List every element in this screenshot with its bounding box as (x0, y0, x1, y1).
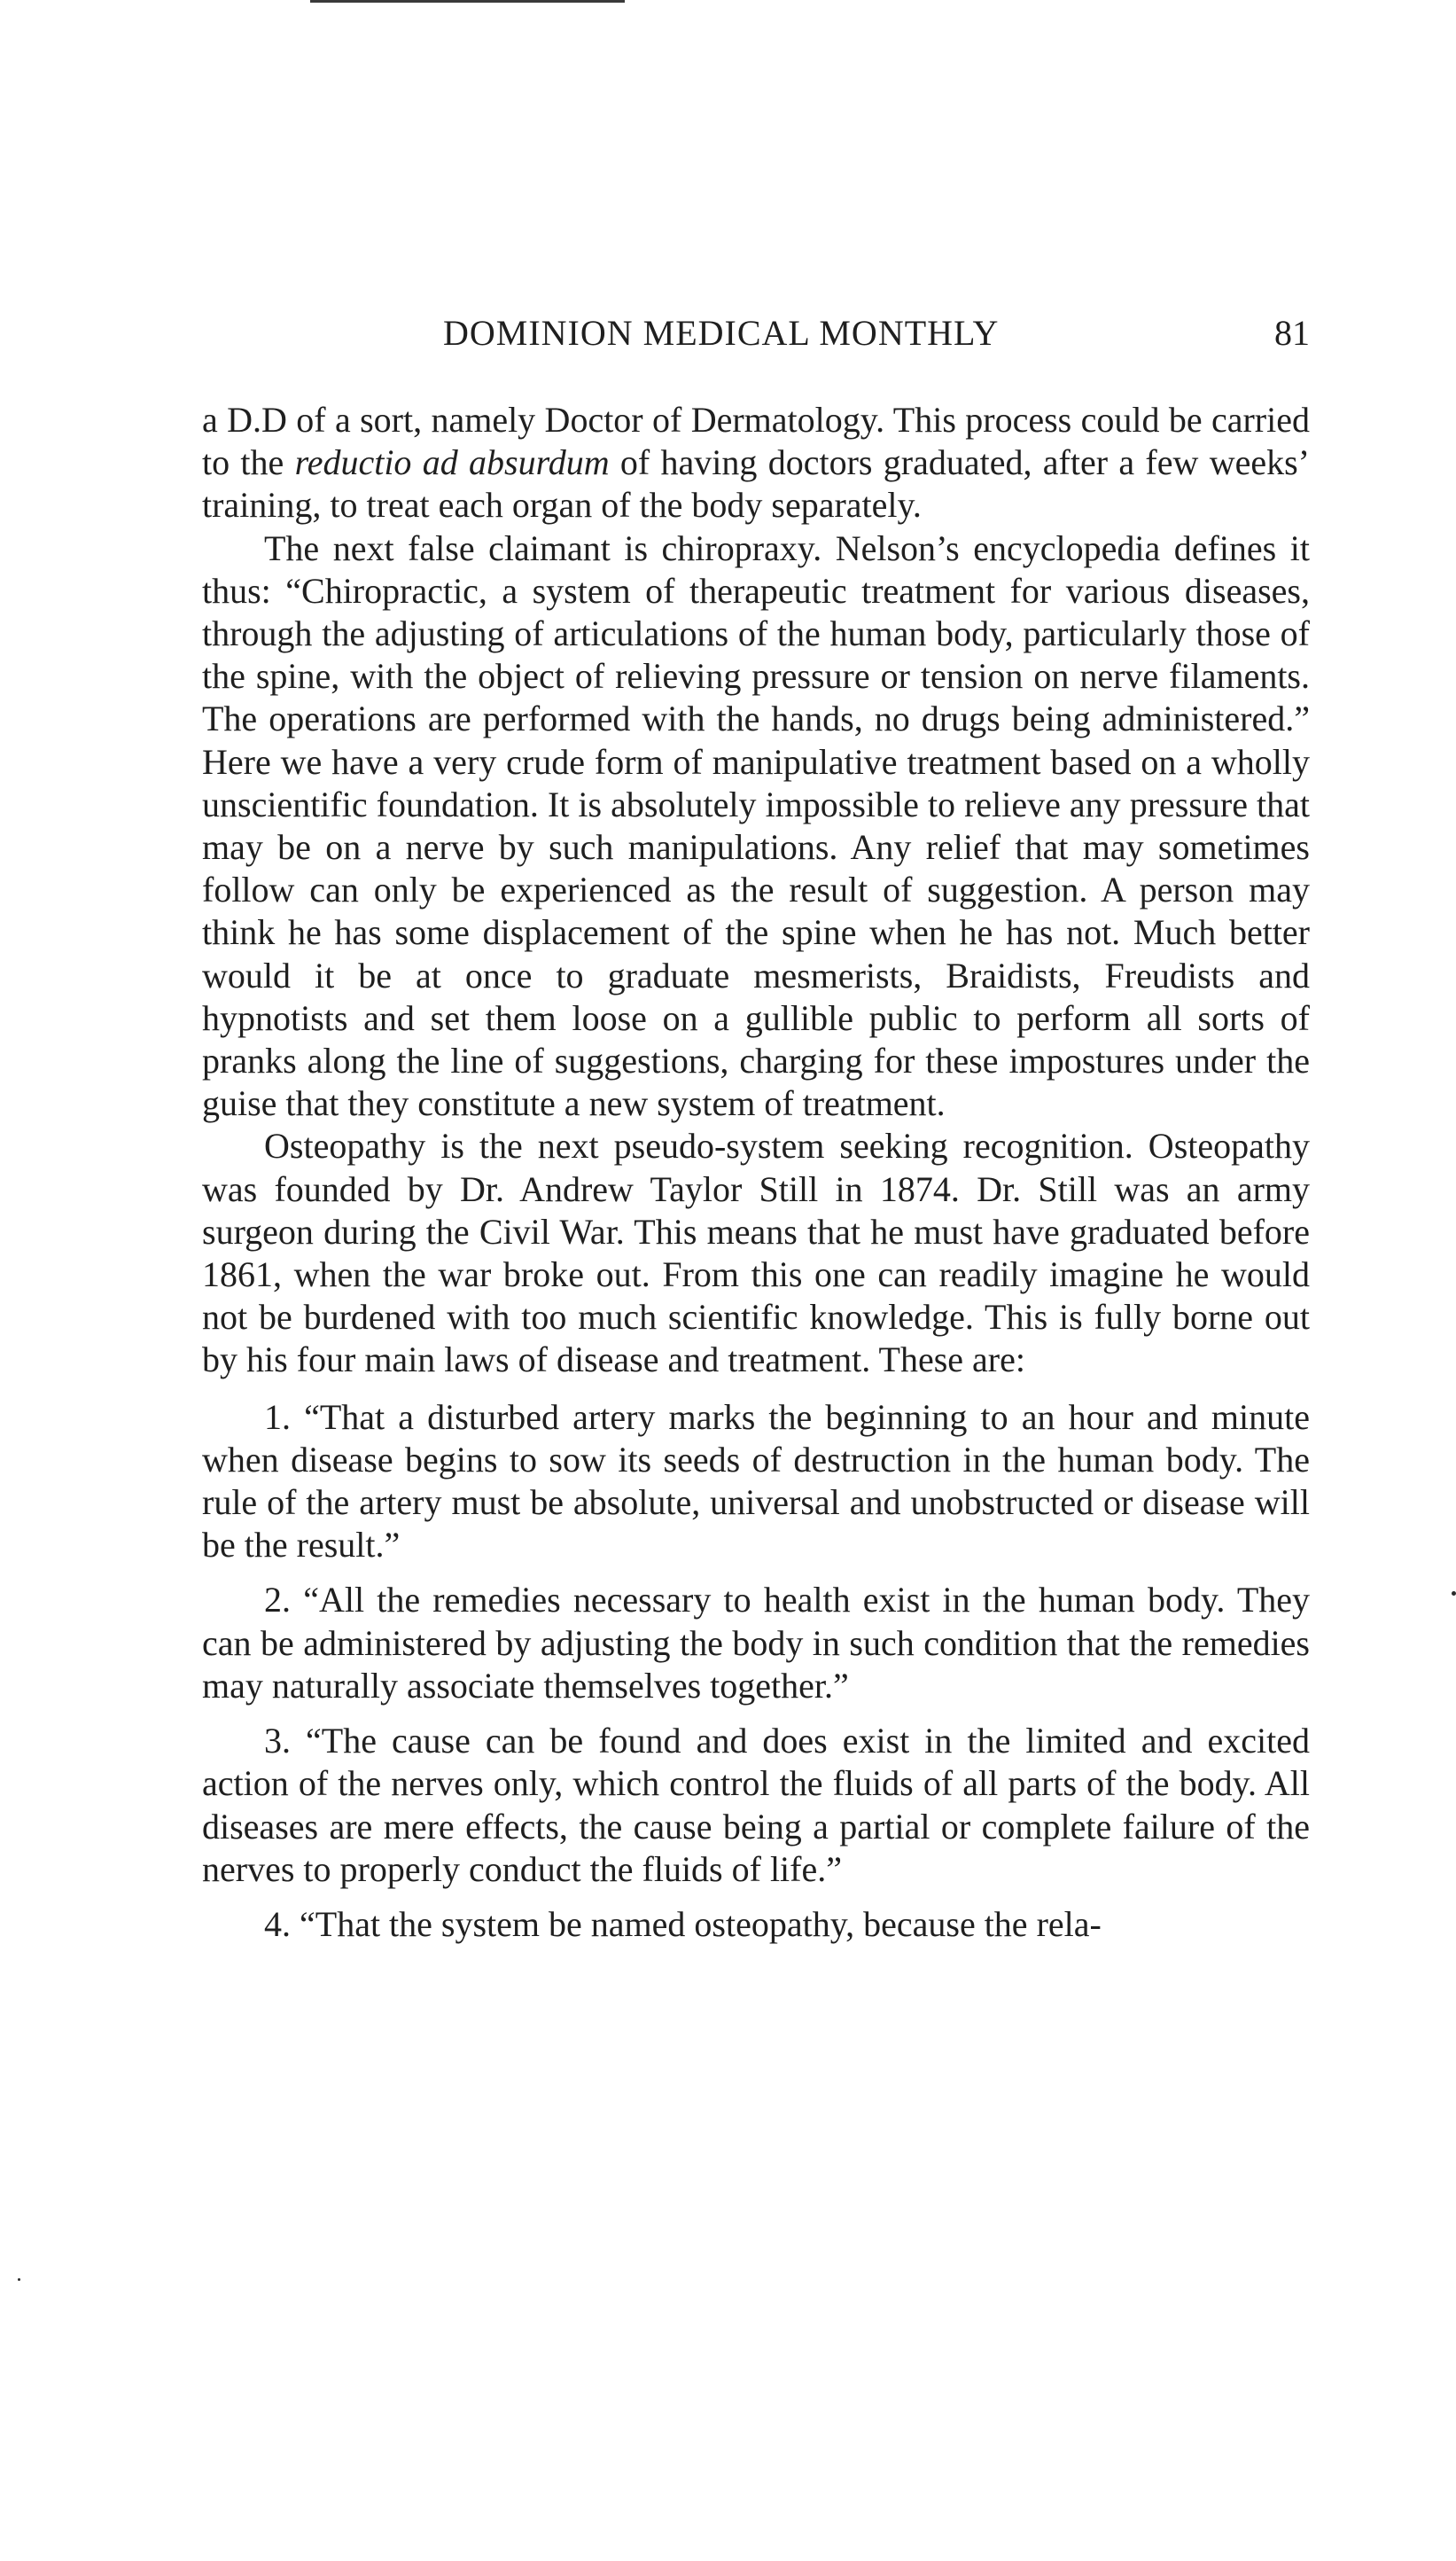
paragraph-osteopathy: Osteopathy is the next pseudo-system seeking recognition. Osteopathy was founded by Dr. Andrew Taylor Still in 1874. Dr. Still was an army surgeon during the Civil War. This means that he must have graduated before 1861, when the war broke out. From this one can readily imagine he would not be burdened with too much scientific knowledge. This is fully borne out by his four main laws of disease and treatment. These are: (202, 1126, 1310, 1380)
article-body (202, 399, 1310, 1946)
latin-phrase: reductio ad absurdum (294, 442, 610, 483)
paragraph-chiropraxy: The next false claimant is chiropraxy. Nelson’s encyclopedia defines it thus: “Chiropractic, a system of therapeutic treatment for various diseases, through the adjusting of articulations of the human body, particularly those of the spine, with the object of relieving pressure or tension on nerve filaments. The operations are performed with the hands, no drugs being administered.” Here we have a very crude form of manipulative treatment based on a wholly unscientific foundation. It is absolutely impossible to relieve any pressure that may be on a nerve by such manipulations. Any relief that may sometimes follow can only be experienced as the result of suggestion. A person may think he has some displacement of the spine when he has not. Much better would it be at once to graduate mesmerists, Braidists, Freudists and hypnotists and set them loose on a gullible public to perform all sorts of pranks along the line of suggestions, charging for these impostures under the guise that they constitute a new system of treatment. (202, 527, 1310, 1124)
page-number: 81 (1274, 313, 1310, 353)
scan-speck (1452, 1591, 1456, 1596)
law-item: 3. “The cause can be found and does exist in the limited and excited action of the nerves only, which control the fluids of all parts of the body. All diseases are mere effects, the cause being a partial or complete failure of the nerves to properly conduct the fluids of life.” (202, 1721, 1310, 1889)
journal-title: DOMINION MEDICAL MONTHLY (443, 313, 1000, 353)
paragraph-text: of having doctors graduated, after a few weeks’ training, to treat each organ of the body separately. (202, 442, 1310, 526)
running-header (202, 308, 1310, 362)
law-item: 4. “That the system be named osteopathy, because the rela- (264, 1903, 1102, 1944)
paragraph-dermatology (202, 399, 1310, 527)
scan-speck (18, 2278, 20, 2281)
top-rule (310, 0, 625, 3)
law-item: 1. “That a disturbed artery marks the beginning to an hour and minute when disease begins to sow its seeds of destruction in the human body. The rule of the artery must be absolute, universal and unobstructed or disease will be the result.” (202, 1396, 1310, 1565)
law-item: 2. “All the remedies necessary to health exist in the human body. They can be administered by adjusting the body in such condition that the remedies may naturally associate themselves together.” (202, 1580, 1310, 1706)
paragraph-text: a D.D of a sort, namely Doctor of Dermatology. This process could be carried to the (202, 400, 1310, 483)
